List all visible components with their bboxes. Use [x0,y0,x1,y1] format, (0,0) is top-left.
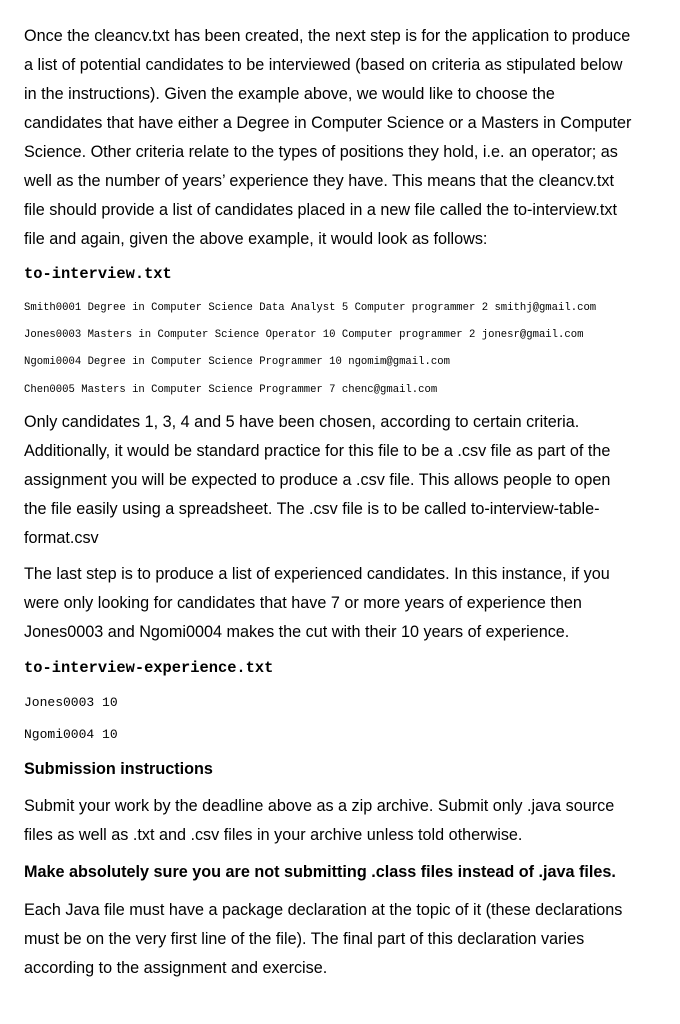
chosen-line: Only candidates 1, 3, 4 and 5 have been chosen, according to certain criteria. [24,413,580,431]
submission-paragraph [24,792,614,850]
package-line: according to the assignment and exercise. [24,959,328,977]
interview-file-row: Smith0001 Degree in Computer Science Data Analyst 5 Computer programmer 2 smithj@gmail.com [24,302,597,314]
chosen-line: assignment you will be expected to produce a .csv file. This allows people to open [24,471,611,489]
intro-line: well as the number of years’ experience they have. This means that the cleancv.txt [24,172,614,190]
submission-heading: Submission instructions [24,760,213,778]
intro-paragraph [24,22,631,254]
intro-line: a list of potential candidates to be interviewed (based on criteria as stipulated below [24,56,623,74]
intro-line: file should provide a list of candidates placed in a new file called the to-interview.txt [24,201,617,219]
chosen-line: format.csv [24,529,99,547]
package-line: must be on the very first line of the file). The final part of this declaration varies [24,930,585,948]
experienced-paragraph [24,560,610,647]
package-declaration-paragraph [24,896,622,983]
experienced-line: Jones0003 and Ngomi0004 makes the cut with their 10 years of experience. [24,623,570,641]
experience-file-title: to-interview-experience.txt [24,659,274,677]
intro-line: file and again, given the above example, it would look as follows: [24,230,488,248]
interview-file-row: Chen0005 Masters in Computer Science Programmer 7 chenc@gmail.com [24,384,438,396]
interview-file-row: Jones0003 Masters in Computer Science Operator 10 Computer programmer 2 jonesr@gmail.com [24,329,584,341]
package-line: Each Java file must have a package declaration at the topic of it (these declarations [24,901,623,919]
experienced-line: were only looking for candidates that have 7 or more years of experience then [24,594,582,612]
submission-line: Submit your work by the deadline above as a zip archive. Submit only .java source [24,797,615,815]
experience-file-row: Ngomi0004 10 [24,727,118,742]
interview-file-row: Ngomi0004 Degree in Computer Science Programmer 10 ngomim@gmail.com [24,356,450,368]
class-files-warning: Make absolutely sure you are not submitting .class files instead of .java files. [24,863,616,881]
experience-file-row: Jones0003 10 [24,695,118,710]
submission-line: files as well as .txt and .csv files in your archive unless told otherwise. [24,826,523,844]
intro-line: in the instructions). Given the example above, we would like to choose the [24,85,555,103]
intro-line: Once the cleancv.txt has been created, the next step is for the application to produce [24,27,631,45]
intro-line: Science. Other criteria relate to the types of positions they hold, i.e. an operator; as [24,143,618,161]
chosen-paragraph [24,408,610,553]
intro-line: candidates that have either a Degree in Computer Science or a Masters in Computer [24,114,632,132]
chosen-line: Additionally, it would be standard practice for this file to be a .csv file as part of the [24,442,611,460]
interview-file-title: to-interview.txt [24,265,172,283]
experienced-line: The last step is to produce a list of experienced candidates. In this instance, if you [24,565,610,583]
chosen-line: the file easily using a spreadsheet. The .csv file is to be called to-interview-table- [24,500,600,518]
